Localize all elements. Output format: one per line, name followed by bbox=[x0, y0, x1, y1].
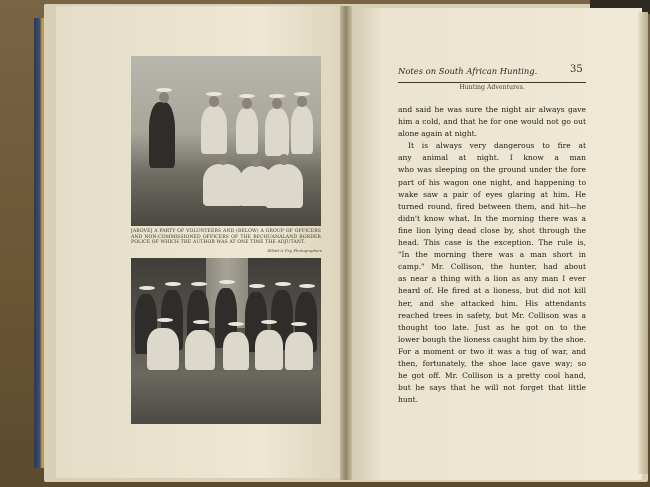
text-line: but he says that he will not forget that little bbox=[398, 383, 586, 393]
text-line: him a cold, and that he for one would not go out bbox=[398, 117, 586, 127]
page-edges bbox=[638, 12, 648, 474]
text-line: heard of. He fired at a lioness, but did not kill bbox=[398, 286, 586, 296]
hat bbox=[191, 282, 207, 286]
hat bbox=[249, 284, 265, 288]
text-line: For a moment or two it was a tug of war, and bbox=[398, 346, 586, 356]
figure bbox=[265, 108, 289, 156]
book-gutter bbox=[340, 6, 352, 480]
hat bbox=[206, 92, 222, 96]
text-line: turned round, fired between them, and hit—he bbox=[398, 201, 586, 211]
text-line: then, fortunately, the shoe lace gave way; so bbox=[398, 358, 586, 368]
hat bbox=[165, 282, 181, 286]
photo-caption: [ABOVE] A PARTY OF VOLUNTEERS AND (BELOW) A GROUP OF OFFICERS AND NON-COMMISSIONED OFFICERS OF THE BECHUANALAND BORDER POLICE OF WHICH THE AUTHOR WAS AT ONE TIME THE ADJUTANT. bbox=[131, 229, 321, 246]
figure bbox=[203, 164, 243, 206]
head bbox=[242, 98, 252, 109]
text-line: didn't know what. In the morning there was a bbox=[398, 213, 586, 223]
bottom-photograph bbox=[131, 258, 321, 424]
figure bbox=[265, 164, 303, 208]
hat bbox=[299, 284, 315, 288]
text-line: camp." Mr. Collison, the hunter, had about bbox=[398, 262, 586, 272]
figure bbox=[291, 106, 313, 154]
hat bbox=[269, 94, 285, 98]
body-text bbox=[398, 104, 586, 406]
page-number: 35 bbox=[570, 64, 583, 75]
hat bbox=[219, 280, 235, 284]
section-heading: Hunting Adventures. bbox=[459, 84, 525, 91]
text-line: part of his wagon one night, and happening to bbox=[398, 177, 586, 187]
hat bbox=[228, 322, 244, 326]
header-rule bbox=[398, 82, 586, 83]
text-line: any animal at night. I know a man bbox=[398, 153, 586, 163]
figure bbox=[201, 106, 227, 154]
text-line: her, and she attacked him. His attendants bbox=[398, 298, 586, 308]
head bbox=[251, 156, 261, 167]
figure bbox=[285, 332, 313, 370]
head bbox=[279, 154, 289, 165]
figure bbox=[255, 330, 283, 370]
hat bbox=[291, 322, 307, 326]
hat bbox=[156, 88, 172, 92]
hat bbox=[139, 286, 155, 290]
figure bbox=[149, 102, 175, 168]
head bbox=[209, 96, 219, 107]
figure bbox=[223, 332, 249, 370]
text-line: wake saw a pair of eyes glaring at him. He bbox=[398, 189, 586, 199]
top-photograph bbox=[131, 56, 321, 226]
hat bbox=[239, 94, 255, 98]
head bbox=[272, 98, 282, 109]
text-line: as near a thing with a lion as any man I ever bbox=[398, 274, 586, 284]
hat bbox=[261, 320, 277, 324]
hat bbox=[294, 92, 310, 96]
head bbox=[218, 154, 228, 165]
figure bbox=[147, 328, 179, 370]
hat bbox=[275, 282, 291, 286]
text-line: It is always very dangerous to fire at bbox=[408, 141, 586, 151]
figure bbox=[236, 108, 258, 154]
photo-credit: Elliott & Fry, Photographers bbox=[267, 248, 322, 253]
running-head: Notes on South African Hunting. bbox=[398, 66, 538, 76]
text-line: alone again at night. bbox=[398, 129, 478, 139]
figure bbox=[185, 330, 215, 370]
text-line: lower bough the lioness caught him by the shoe. bbox=[398, 334, 586, 344]
text-line: and said he was sure the night air always gave bbox=[398, 105, 586, 114]
text-line: fine lion lying dead close by, shot through the bbox=[398, 225, 586, 235]
hat bbox=[193, 320, 209, 324]
text-line: reached trees in safety, but Mr. Collison was a bbox=[398, 310, 586, 320]
head bbox=[297, 96, 307, 107]
text-line: he got off. Mr. Collison is a pretty cool hand, bbox=[398, 371, 586, 381]
head bbox=[159, 92, 169, 103]
text-line: hunt. bbox=[398, 395, 419, 405]
text-line: thought too late. Just as he got on to the bbox=[398, 322, 586, 332]
text-line: who was sleeping on the ground under the fore bbox=[398, 165, 586, 175]
text-line: "In the morning there was a man short in bbox=[398, 250, 586, 260]
text-line: head. This case is the exception. The rule is, bbox=[398, 238, 586, 248]
hat bbox=[157, 318, 173, 322]
